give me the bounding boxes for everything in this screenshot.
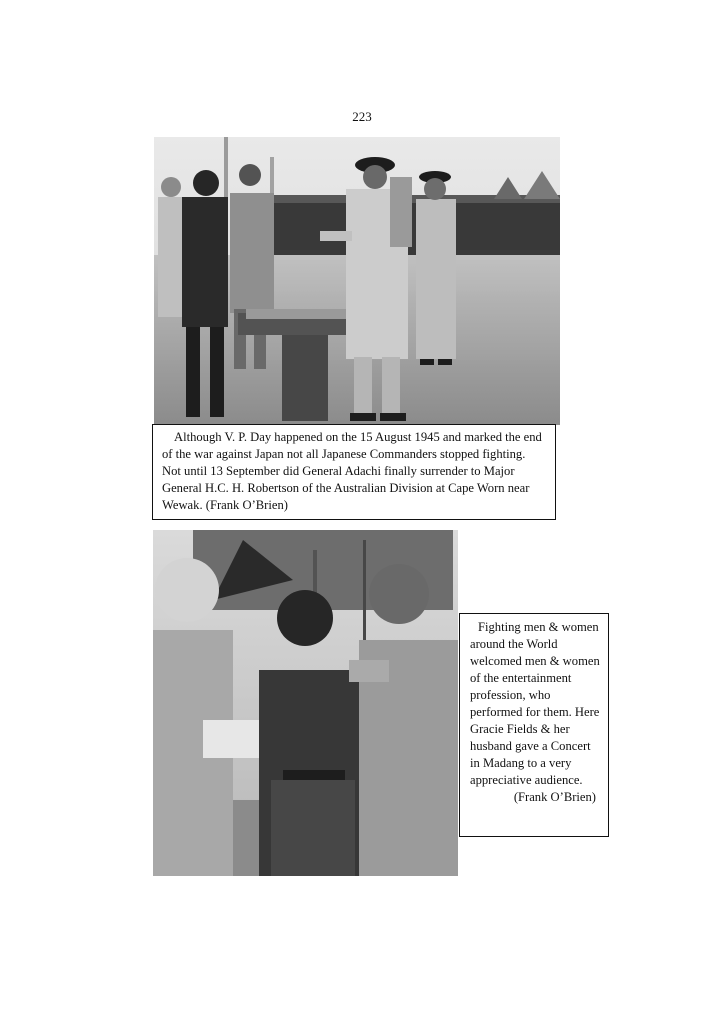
surrender-caption — [152, 424, 556, 520]
concert-caption — [459, 613, 609, 837]
surrender-caption-text: Although V. P. Day happened on the 15 August 1945 and marked the end of the war against Japan not all Japanese Commanders stopped fighting. Not until 13 September did General Adachi finally surrender to Major General H.C. H. Robertson of the Australian Division at Cape Worn near Wewak. (Frank O’Brien) — [162, 430, 542, 512]
concert-caption-text: Fighting men & women around the World welcomed men & women of the entertainment profession, who performed for them. Here Gracie Fields & her husband gave a Concert in Madang to a very appreciative audience. — [470, 620, 600, 787]
concert-caption-credit: (Frank O’Brien) — [513, 790, 596, 804]
page-number: 223 — [352, 109, 372, 124]
surrender-ceremony-photo — [154, 137, 560, 425]
concert-group-photo — [153, 530, 458, 876]
